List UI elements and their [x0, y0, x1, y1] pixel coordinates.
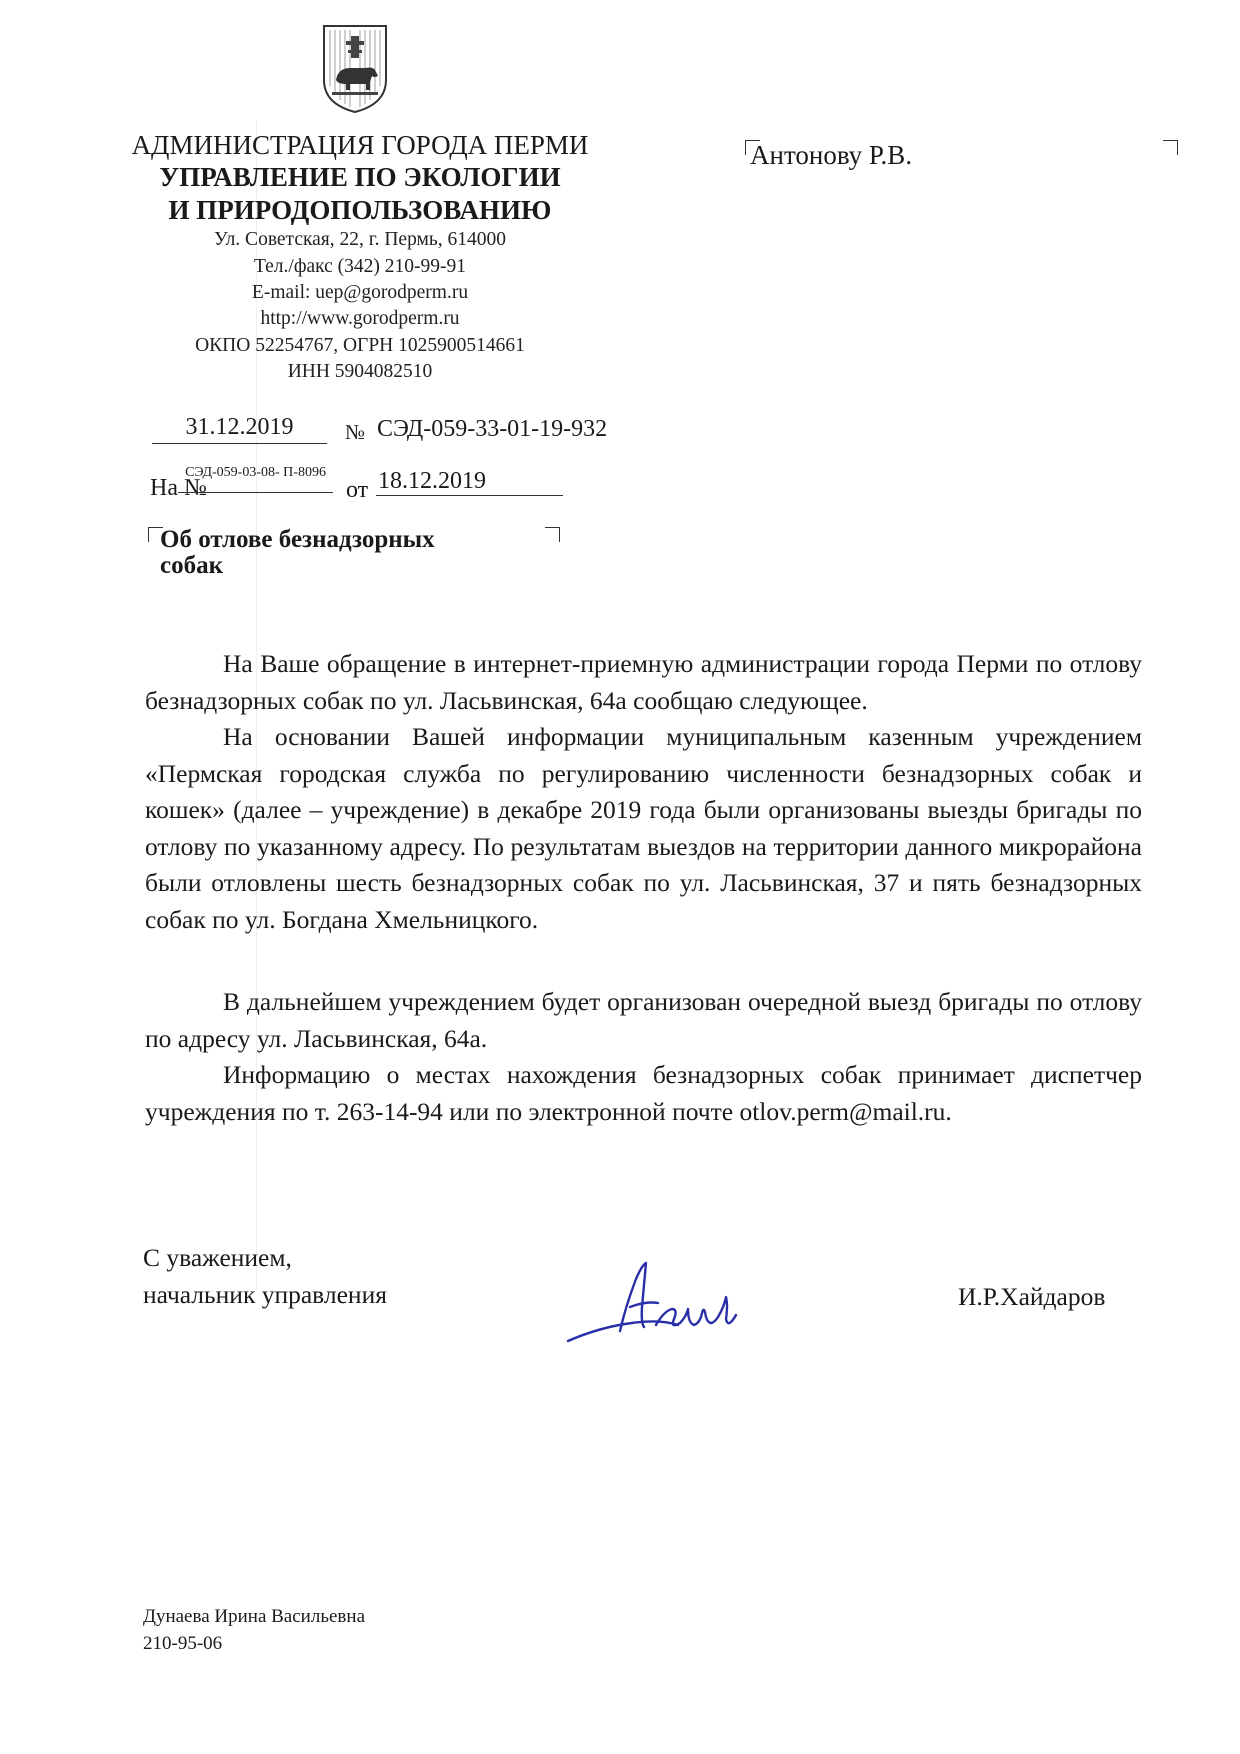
org-name-administration: АДМИНИСТРАЦИЯ ГОРОДА ПЕРМИ [131, 130, 589, 160]
executor-phone: 210-95-06 [143, 1633, 223, 1654]
addressee-corner-mark-right [1163, 140, 1178, 155]
reference-date: 18.12.2019 [376, 468, 563, 496]
body-paragraph: Информацию о местах нахождения безнадзорных собак принимает диспетчер учреждения по т. 263-14-94 или по электронной почте otlov.perm@mail.ru. [145, 1060, 1142, 1126]
reference-from-label: от [346, 477, 369, 503]
reference-label: На № [150, 475, 207, 501]
addressee: Антонову Р.В. [750, 140, 913, 170]
executor-name: Дунаева Ирина Васильевна [143, 1606, 365, 1627]
body-paragraph: В дальнейшем учреждением будет организован очередной выезд бригады по отлову по адресу ул. Ласьвинская, 64а. [145, 987, 1142, 1053]
org-address: Ул. Советская, 22, г. Пермь, 614000 [213, 229, 507, 250]
subject: Об отлове безнадзорных собак [160, 526, 435, 579]
perm-coat-of-arms-icon [320, 22, 390, 114]
closing-regards: С уважением, [143, 1243, 292, 1272]
reference-number: СЭД-059-03-08- П-8096 [178, 466, 333, 493]
registration-number-label: № [345, 420, 366, 444]
org-inn: ИНН 5904082510 [287, 361, 433, 382]
subject-corner-mark-right [545, 527, 560, 542]
org-okpo-ogrn: ОКПО 52254767, ОГРН 1025900514661 [195, 335, 525, 356]
org-name-department-cont: И ПРИРОДОПОЛЬЗОВАНИЮ [168, 195, 552, 225]
signatory-name: И.Р.Хайдаров [958, 1282, 1106, 1311]
body-paragraph: На основании Вашей информации муниципальным казенным учреждением «Пермская городская служба по регулированию численности безнадзорных собак и кошек» (далее – учреждение) в декабре 2019 года были организованы выезды бригады по отлову по указанному адресу. По результатам выездов на территории данного микрорайона были отловлены шесть безнадзорных собак по ул. Ласьвинская, 37 и пять безнадзорных собак по ул. Богдана Хмельницкого. [145, 722, 1142, 934]
registration-number: СЭД-059-33-01-19-932 [377, 416, 608, 442]
org-name-department: УПРАВЛЕНИЕ ПО ЭКОЛОГИИ [159, 162, 561, 192]
body-paragraph: На Ваше обращение в интернет-приемную администрации города Перми по отлову безнадзорных собак по ул. Ласьвинская, 64а сообщаю следующее. [145, 649, 1142, 715]
signatory-position: начальник управления [143, 1280, 387, 1309]
org-phone-fax: Тел./факс (342) 210-99-91 [253, 256, 466, 277]
handwritten-signature [560, 1245, 760, 1355]
registration-date: 31.12.2019 [152, 414, 327, 444]
org-website: http://www.gorodperm.ru [260, 308, 460, 329]
org-email: E-mail: uep@gorodperm.ru [251, 282, 469, 303]
